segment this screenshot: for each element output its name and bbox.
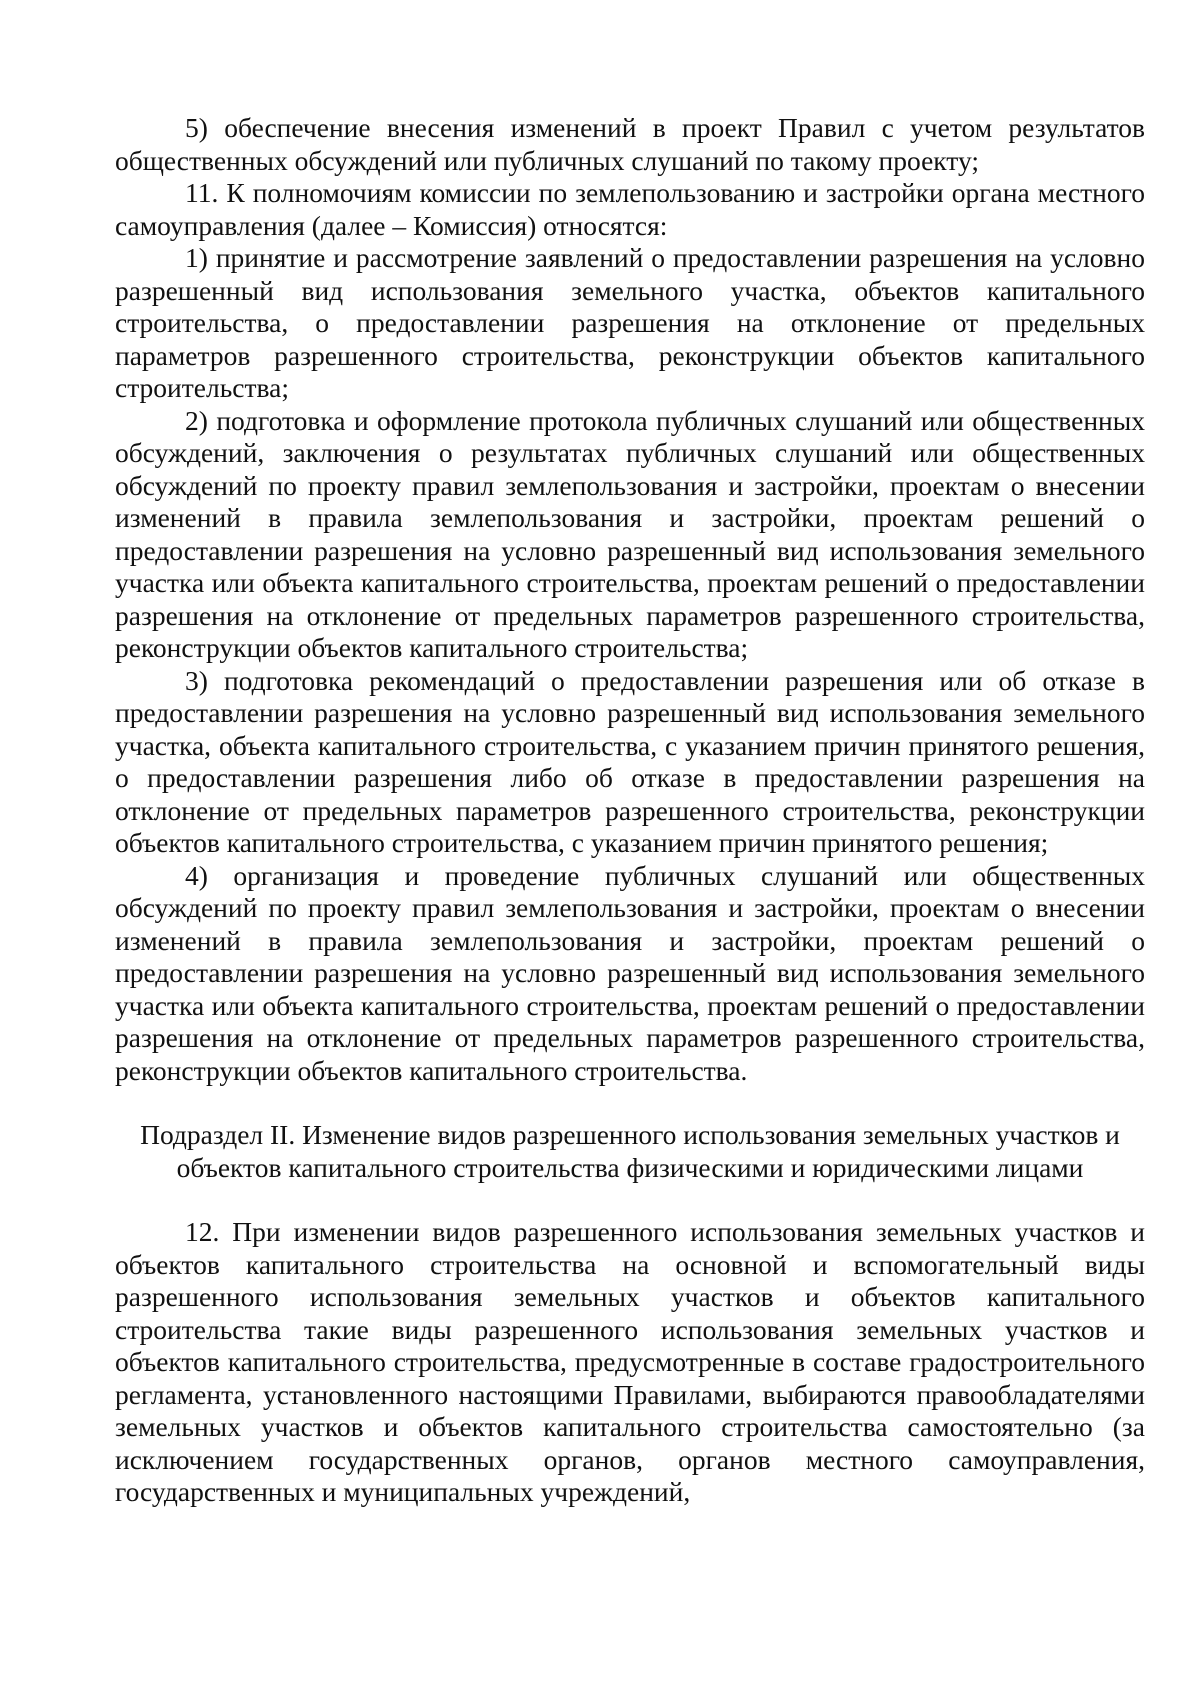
subsection-heading: Подраздел II. Изменение видов разрешенного использования земельных участков и объектов капитального строительства физическими и юридическими лицами [140,1119,1120,1183]
paragraph-clause-12: 12. При изменении видов разрешенного использования земельных участков и объектов капитального строительства на основной и вспомогательный виды разрешенного использования земельных участков и объектов капитального строительства такие виды разрешенного использования земельных участков и объектов капитального строительства, предусмотренные в составе градостроительного регламента, установленного настоящими Правилами, выбираются правообладателями земельных участков и объектов капитального строительства самостоятельно (за исключением государственных органов, органов местного самоуправления, государственных и муниципальных учреждений, [115,1216,1145,1507]
paragraph-item-1: 1) принятие и рассмотрение заявлений о предоставлении разрешения на условно разрешенный вид использования земельного участка, объектов капитального строительства, о предоставлении разрешения на отклонение от предельных параметров разрешенного строительства, реконструкции объектов капитального строительства; [115,242,1145,403]
paragraph-item-4: 4) организация и проведение публичных слушаний или общественных обсуждений по проекту правил землепользования и застройки, проектам о внесении изменений в правила землепользования и застройки, проектам решений о предоставлении разрешения на условно разрешенный вид использования земельного участка или объекта капитального строительства, проектам решений о предоставлении разрешения на отклонение от предельных параметров разрешенного строительства, реконструкции объектов капитального строительства. [115,859,1145,1086]
document-body [115,112,1145,1509]
paragraph-item-2: 2) подготовка и оформление протокола публичных слушаний или общественных обсуждений, заключения о результатах публичных слушаний или общественных обсуждений по проекту правил землепользования и застройки, проектам о внесении изменений в правила землепользования и застройки, проектам решений о предоставлении разрешения на условно разрешенный вид использования земельного участка или объекта капитального строительства, проектам решений о предоставлении разрешения на отклонение от предельных параметров разрешенного строительства, реконструкции объектов капитального строительства; [115,404,1145,663]
paragraph-clause-11: 11. К полномочиям комиссии по землепользованию и застройки органа местного самоуправления (далее – Комиссия) относятся: [115,177,1145,241]
paragraph-item-5: 5) обеспечение внесения изменений в проект Правил с учетом результатов общественных обсуждений или публичных слушаний по такому проекту; [115,112,1145,176]
paragraph-item-3: 3) подготовка рекомендаций о предоставлении разрешения или об отказе в предоставлении разрешения на условно разрешенный вид использования земельного участка, объекта капитального строительства, с указанием причин принятого решения, о предоставлении разрешения либо об отказе в предоставлении разрешения на отклонение от предельных параметров разрешенного строительства, реконструкции объектов капитального строительства, с указанием причин принятого решения; [115,664,1145,858]
